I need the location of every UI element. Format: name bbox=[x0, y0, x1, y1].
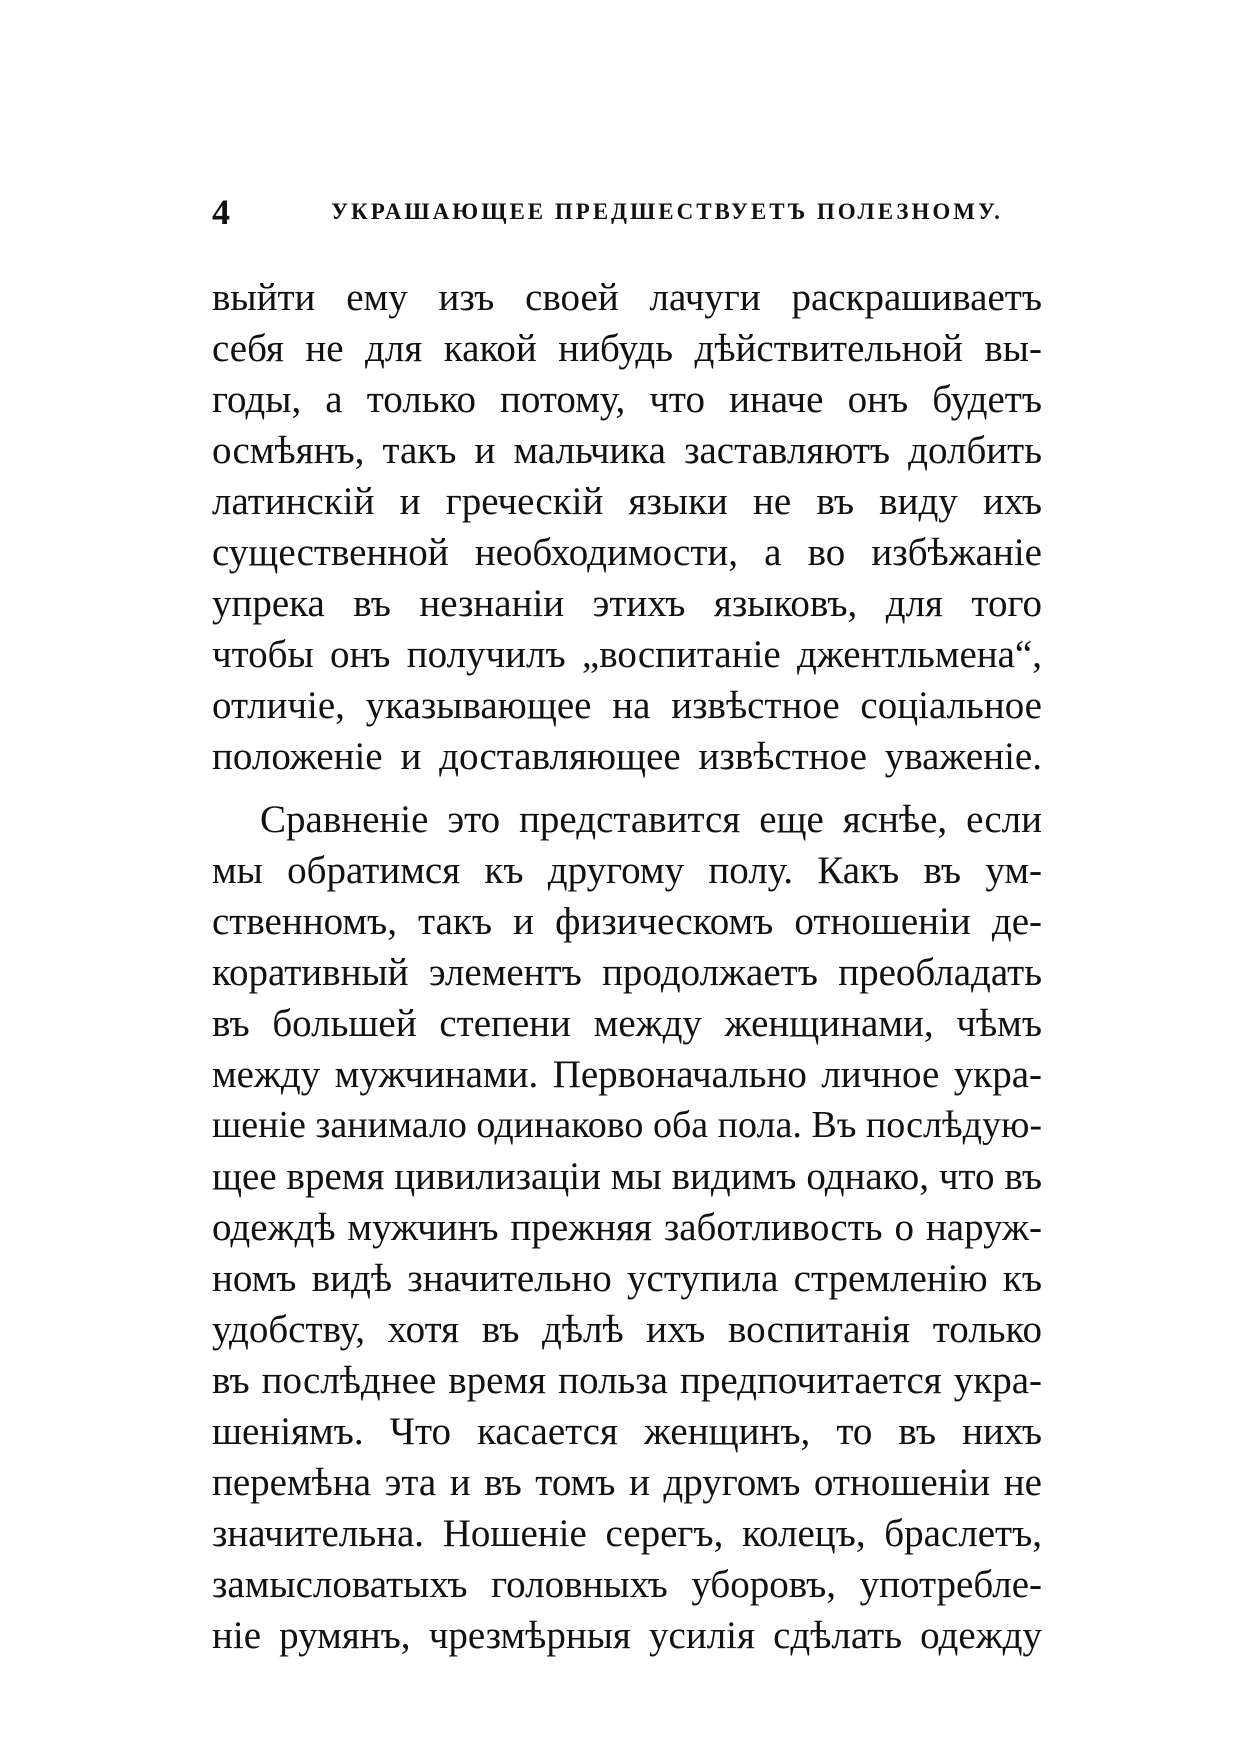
text-line: значительна. Ношеніе серегъ, колецъ, браслетъ, bbox=[212, 1512, 1042, 1555]
text-line: въ большей степени между женщинами, чѣмъ bbox=[212, 1002, 1042, 1045]
text-line: чтобы онъ получилъ „воспитаніе джентльмена“, bbox=[212, 633, 1042, 676]
text-line: осмѣянъ, такъ и мальчика заставляютъ долбить bbox=[212, 429, 1042, 472]
running-title: УКРАШАЮЩЕЕ ПРЕДШЕСТВУЕТЪ ПОЛЕЗНОМУ. bbox=[331, 199, 1003, 224]
text-line: существенной необходимости, а во избѣжаніе bbox=[212, 531, 1042, 574]
text-line: замысловатыхъ головныхъ уборовъ, употребле- bbox=[212, 1563, 1042, 1606]
paragraph-1 bbox=[212, 272, 1042, 782]
text-line: положеніе и доставляющее извѣстное уваженіе. bbox=[212, 735, 1042, 778]
paragraph-2 bbox=[212, 794, 1042, 1661]
paragraph-gap bbox=[212, 782, 1042, 794]
text-line: Сравненіе это представится еще яснѣе, если bbox=[260, 798, 1042, 841]
text-line: коративный элементъ продолжаетъ преобладать bbox=[212, 951, 1042, 994]
text-line: ніе румянъ, чрезмѣрныя усилія сдѣлать одежду bbox=[212, 1614, 1042, 1657]
text-line: щее время цивилизаціи мы видимъ однако, что въ bbox=[212, 1155, 1042, 1198]
text-line: мы обратимся къ другому полу. Какъ въ ум- bbox=[212, 849, 1042, 892]
text-line: ственномъ, такъ и физическомъ отношеніи де- bbox=[212, 900, 1042, 943]
page-number: 4 bbox=[212, 192, 230, 232]
body-text bbox=[212, 272, 1042, 1661]
text-line: въ послѣднее время польза предпочитается укра- bbox=[212, 1359, 1042, 1402]
text-line: отличіе, указывающее на извѣстное соціальное bbox=[212, 684, 1042, 727]
text-line: между мужчинами. Первоначально личное укра- bbox=[212, 1053, 1042, 1096]
text-line: шеніямъ. Что касается женщинъ, то въ нихъ bbox=[212, 1410, 1042, 1453]
text-line: шеніе занимало одинаково оба пола. Въ послѣдую- bbox=[212, 1104, 1042, 1146]
text-line: себя не для какой нибудь дѣйствительной вы- bbox=[212, 327, 1042, 370]
text-line: упрека въ незнаніи этихъ языковъ, для того bbox=[212, 582, 1042, 625]
running-head bbox=[212, 192, 1042, 232]
text-line: удобству, хотя въ дѣлѣ ихъ воспитанія только bbox=[212, 1308, 1042, 1351]
text-line: одеждѣ мужчинъ прежняя заботливость о наруж- bbox=[212, 1206, 1042, 1249]
text-line: выйти ему изъ своей лачуги раскрашиваетъ bbox=[212, 276, 1042, 319]
text-line: номъ видѣ значительно уступила стремленію къ bbox=[212, 1257, 1042, 1300]
text-line: перемѣна эта и въ томъ и другомъ отношеніи не bbox=[212, 1461, 1042, 1504]
text-line: годы, а только потому, что иначе онъ будетъ bbox=[212, 378, 1042, 421]
text-line: латинскій и греческій языки не въ виду ихъ bbox=[212, 480, 1042, 523]
